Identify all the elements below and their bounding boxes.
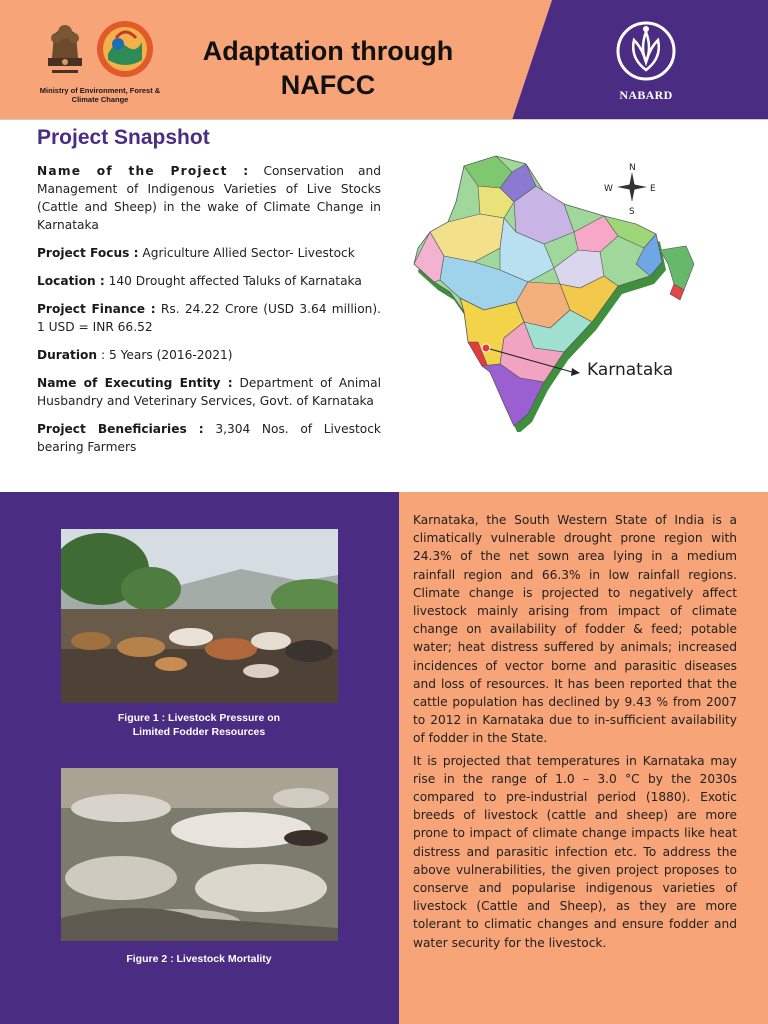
livestock-mortality-photo <box>61 768 338 941</box>
field-label: Project Focus : <box>37 246 139 260</box>
field-project-name <box>37 162 381 234</box>
nabard-logo-icon <box>614 18 678 84</box>
page-title <box>178 34 478 102</box>
nabard-label: NABARD <box>619 88 673 102</box>
field-beneficiaries <box>37 420 381 456</box>
field-value: 3,304 Nos. of Livestock bearing Farmers <box>37 422 381 454</box>
compass-w: W <box>604 184 613 194</box>
field-label: Name of Executing Entity : <box>37 376 233 390</box>
paragraph: It is projected that temperatures in Karnataka may rise in the range of 1.0 – 3.0 °C by the 2030s compared to pre-industrial period (1880). Exotic breeds of livestock (cattle and sheep) are more prone to impact of climate change impacts like heat distress and parasitic infection etc. To address the above vulnerabilities, the given project proposes to conserve and popularise indigenous varieties of livestock (Cattle and Sheep), as they are more tolerant to climatic changes and ensure fodder and water security for the livestock. <box>413 753 737 950</box>
field-value: Rs. 24.22 Crore (USD 3.64 million). 1 USD = INR 66.52 <box>37 302 382 334</box>
national-emblem-icon <box>44 18 86 80</box>
caption-line: Figure 2 : Livestock Mortality <box>126 953 272 965</box>
figure-1-caption <box>80 711 318 739</box>
compass-n: N <box>629 163 636 173</box>
field-label: Location : <box>37 274 105 288</box>
figure-2-caption <box>80 952 318 966</box>
field-value: Department of Animal Husbandry and Veterinary Services, Govt. of Karnataka <box>37 376 382 408</box>
moef-logo-icon <box>96 20 154 78</box>
field-label: Name of the Project : <box>37 164 250 178</box>
field-label: Duration <box>37 348 98 362</box>
ministry-name: Ministry of Environment, Forest & Climate Change <box>39 86 161 104</box>
field-location <box>37 272 381 290</box>
compass-e: E <box>650 184 656 194</box>
field-value: 140 Drought affected Taluks of Karnataka <box>108 274 362 288</box>
field-executing-entity <box>37 374 381 410</box>
field-duration <box>37 346 381 364</box>
paragraph: Karnataka, the South Western State of India is a climatically vulnerable drought prone region with 24.3% of the net sown area lying in a medium rainfall region and 66.3% in low rainfall regions. Climate change is projected to negatively affect livestock mainly arising from impact of climate change on availability of fodder & feed; potable water; heat distress suffered by animals; increased incidences of vector borne and parasitic diseases and loss of resources. It has been reported that the cattle population has declined by 9.43 % from 2007 to 2012 in Karnataka due to in-sufficient availability of fodder in the State. <box>413 513 737 746</box>
livestock-pressure-photo <box>61 529 338 703</box>
map-state-label: Karnataka <box>587 360 674 380</box>
caption-line: Figure 1 : Livestock Pressure on <box>117 712 281 724</box>
compass-s: S <box>629 207 635 216</box>
title-line-1: Adaptation through <box>202 36 454 66</box>
field-project-focus <box>37 244 381 262</box>
title-line-2: NAFCC <box>280 70 376 100</box>
field-value: Agriculture Allied Sector- Livestock <box>142 246 355 260</box>
description-text <box>413 511 737 956</box>
field-label: Project Beneficiaries : <box>37 422 204 436</box>
section-heading: Project Snapshot <box>37 126 210 149</box>
field-value: : 5 Years (2016-2021) <box>100 348 233 362</box>
project-fields <box>37 162 381 466</box>
caption-line: Limited Fodder Resources <box>132 726 266 738</box>
header-banner <box>0 0 768 120</box>
field-value: Conservation and Management of Indigenous Varieties of Live Stocks (Cattle and Sheep) in the wake of Climate Change in Karnataka <box>37 164 381 232</box>
field-project-finance <box>37 300 381 336</box>
compass-icon <box>600 160 660 216</box>
field-label: Project Finance : <box>37 302 156 316</box>
